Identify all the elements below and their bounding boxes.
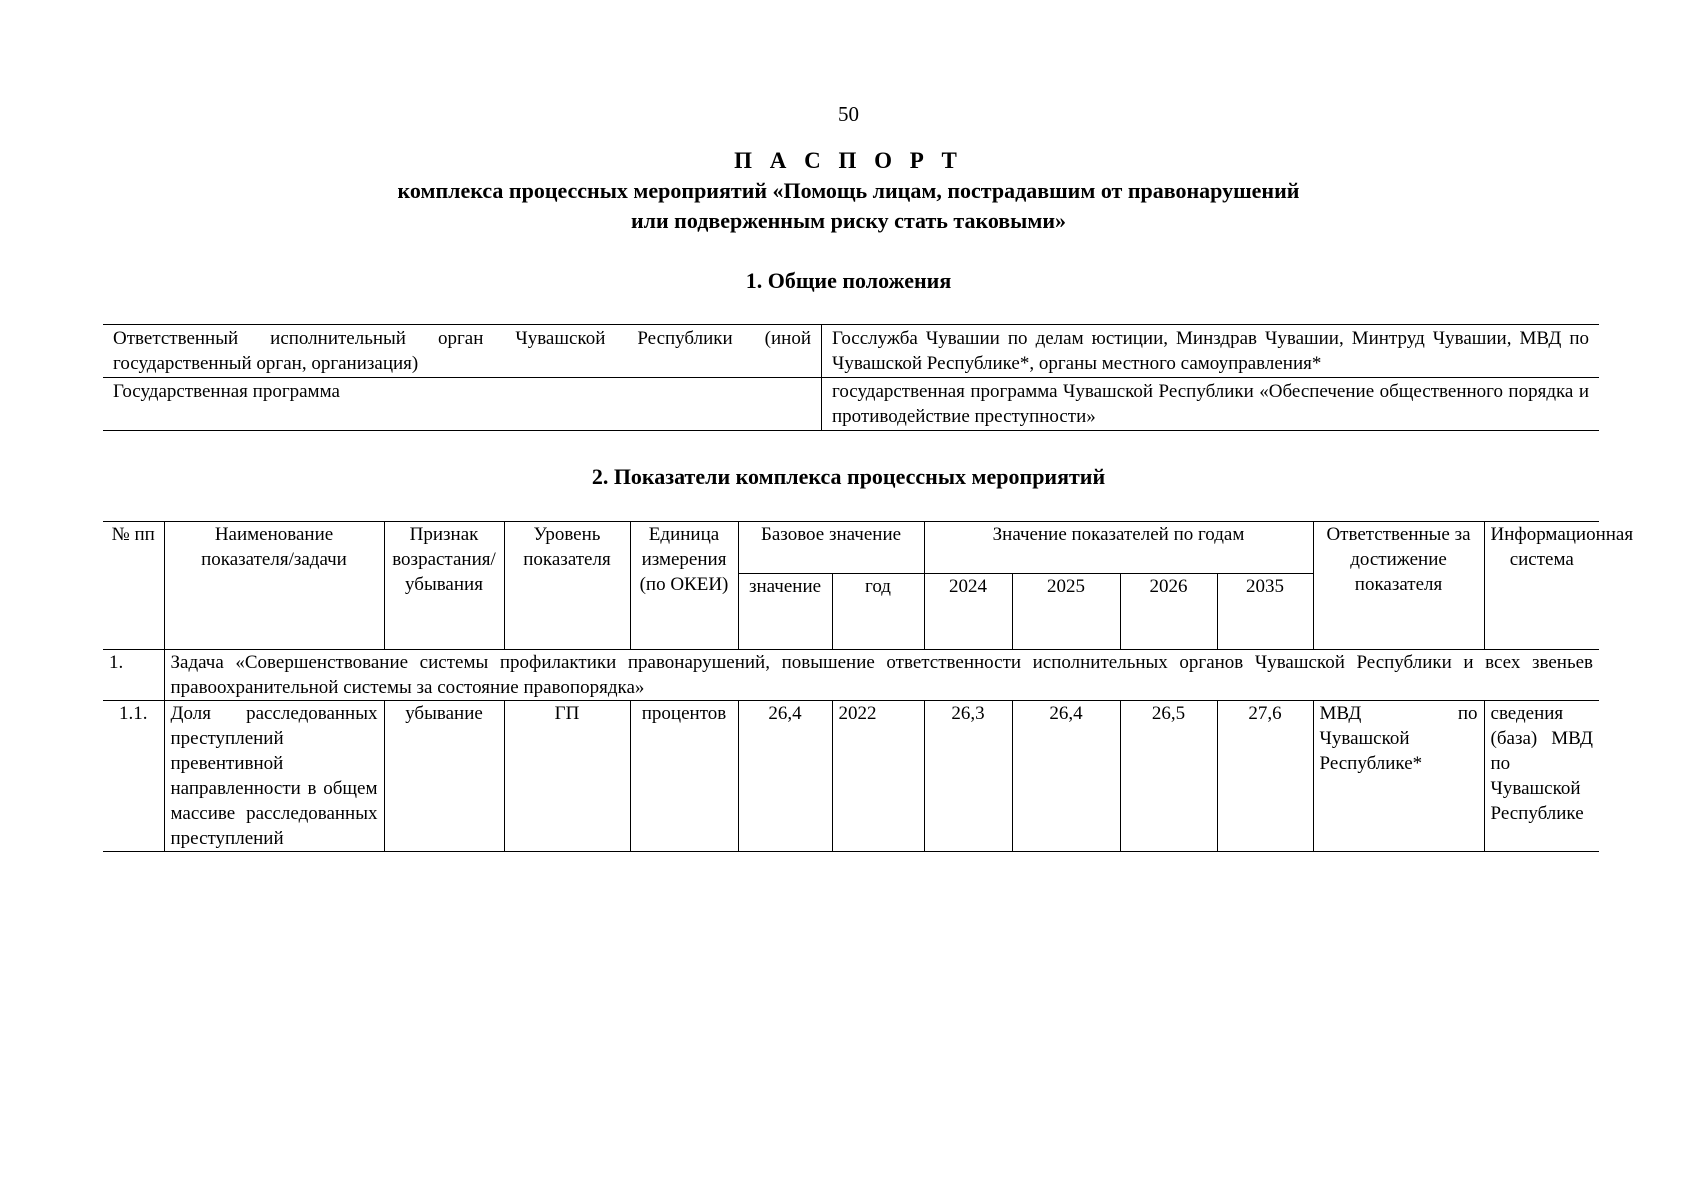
general-provisions-table <box>103 324 1599 431</box>
indicator-year-value: 26,3 <box>924 701 1012 852</box>
header-num: № пп <box>103 522 164 650</box>
title-line-2: или подверженным риску стать таковыми» <box>630 208 1067 233</box>
header-base: Базовое значение <box>738 522 924 574</box>
row-label: Ответственный исполнительный орган Чувашской Республики (иной государственный орган, организация) <box>103 325 822 378</box>
task-num: 1. <box>103 650 164 701</box>
header-trend: Признак возрастания/убывания <box>384 522 504 650</box>
task-text: Задача «Совершенствование системы профилактики правонарушений, повышение ответственности исполнительных органов Чувашской Республики и всех звеньев правоохранительной системы за состояние правопорядка» <box>164 650 1599 701</box>
header-base-value: значение <box>738 574 832 650</box>
passport-title <box>0 146 1697 236</box>
page-number: 50 <box>838 102 859 126</box>
indicator-year-value: 27,6 <box>1217 701 1313 852</box>
table-row <box>103 325 1599 378</box>
indicators-table <box>103 521 1634 852</box>
indicator-name: Доля расследованных преступлений превентивной направленности в общем массиве расследованных преступлений <box>164 701 384 852</box>
indicator-responsible: МВД по Чувашской Республике* <box>1313 701 1484 852</box>
table-row <box>103 378 1599 431</box>
indicator-level: ГП <box>504 701 630 852</box>
header-year: 2026 <box>1120 574 1217 650</box>
indicator-trend: убывание <box>384 701 504 852</box>
header-row <box>103 522 1599 574</box>
header-unit: Единица измерения (по ОКЕИ) <box>630 522 738 650</box>
header-responsible: Ответственные за достижение показателя <box>1313 522 1484 650</box>
header-year: 2025 <box>1012 574 1120 650</box>
indicator-base-year: 2022 <box>832 701 924 852</box>
task-row <box>103 650 1599 701</box>
row-value: государственная программа Чувашской Республики «Обеспечение общественного порядка и противодействие преступности» <box>822 378 1600 431</box>
indicator-year-value: 26,5 <box>1120 701 1217 852</box>
section-1-heading: 1. Общие положения <box>745 268 952 293</box>
indicator-year-value: 26,4 <box>1012 701 1120 852</box>
header-years-group: Значение показателей по годам <box>924 522 1313 574</box>
title-line-1: комплекса процессных мероприятий «Помощь лицам, пострадавшим от правонарушений <box>397 178 1300 203</box>
header-year: 2035 <box>1217 574 1313 650</box>
header-year: 2024 <box>924 574 1012 650</box>
header-info-system: Информационная система <box>1484 522 1599 650</box>
section-2-heading: 2. Показатели комплекса процессных мероприятий <box>591 464 1106 489</box>
row-label: Государственная программа <box>103 378 822 431</box>
indicator-unit: процентов <box>630 701 738 852</box>
indicator-row <box>103 701 1599 852</box>
row-value: Госслужба Чувашии по делам юстиции, Минздрав Чувашии, Минтруд Чувашии, МВД по Чувашской Республике*, органы местного самоуправления* <box>822 325 1600 378</box>
header-level: Уровень показателя <box>504 522 630 650</box>
header-name: Наименование показателя/задачи <box>164 522 384 650</box>
indicator-num: 1.1. <box>103 701 164 852</box>
indicator-base-value: 26,4 <box>738 701 832 852</box>
header-base-year: год <box>832 574 924 650</box>
title-main: П А С П О Р Т <box>734 148 963 173</box>
indicator-info-system: сведения (база) МВД по Чувашской Республике <box>1484 701 1599 852</box>
